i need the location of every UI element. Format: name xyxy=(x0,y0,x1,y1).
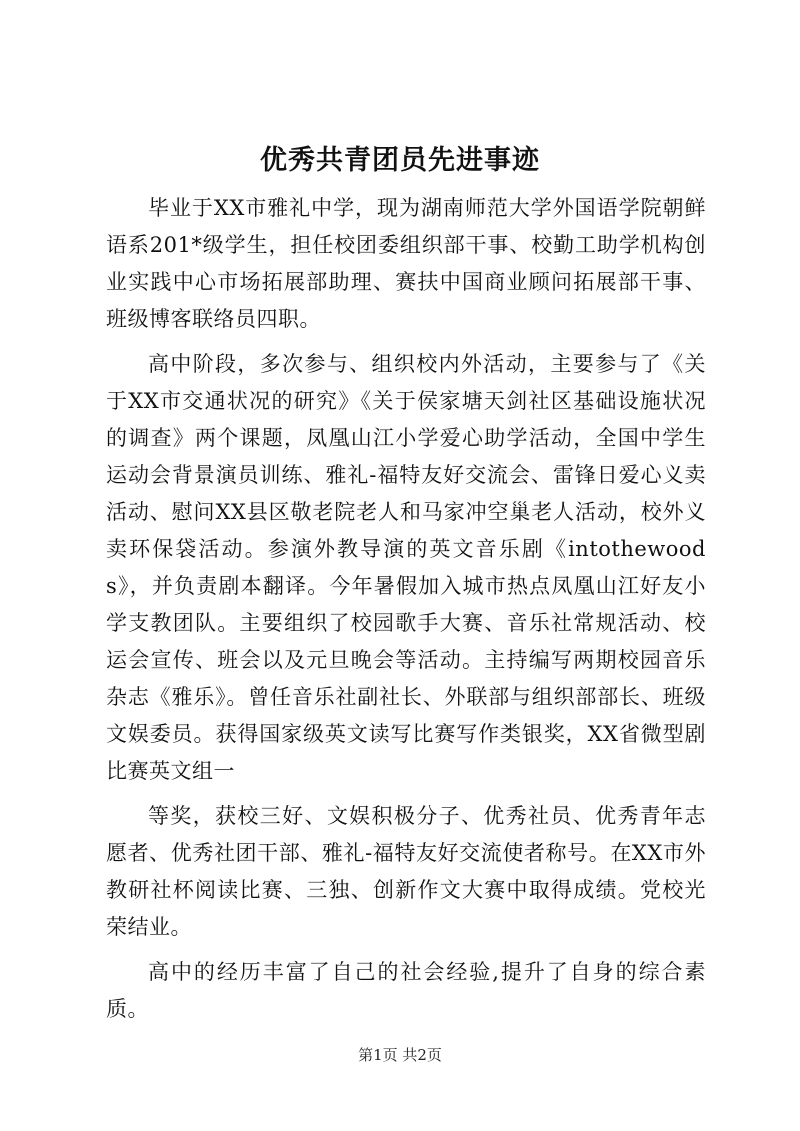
paragraph-2: 高中阶段，多次参与、组织校内外活动，主要参与了《关于XX市交通状况的研究》《关于侯家塘天剑社区基础设施状况的调查》两个课题，凤凰山江小学爱心助学活动，全国中学生运动会背景演员训练、雅礼-福特友好交流会、雷锋日爱心义卖活动、慰问XX县区敬老院老人和马家冲空巢老人活动，校外义卖环保袋活动。参演外教导演的英文音乐剧《intothewoods》，并负责剧本翻译。今年暑假加入城市热点凤凰山江好友小学支教团队。主要组织了校园歌手大赛、音乐社常规活动、校运会宣传、班会以及元旦晚会等活动。主持编写两期校园音乐杂志《雅乐》。曾任音乐社副社长、外联部与组织部部长、班级文娱委员。获得国家级英文读写比赛写作类银奖，XX省微型剧比赛英文组一 xyxy=(106,352,706,783)
document-title: 优秀共青团员先进事迹 xyxy=(260,145,540,176)
paragraph-3: 等奖，获校三好、文娱积极分子、优秀社员、优秀青年志愿者、优秀社团干部、雅礼-福特友好交流使者称号。在XX市外教研社杯阅读比赛、三独、创新作文大赛中取得成绩。党校光荣结业。 xyxy=(106,804,706,939)
paragraph-1: 毕业于XX市雅礼中学，现为湖南师范大学外国语学院朝鲜语系201*级学生，担任校团委组织部干事、校勤工助学机构创业实践中心市场拓展部助理、赛扶中国商业顾问拓展部干事、班级博客联络员四职。 xyxy=(106,196,706,331)
page-footer: 第1页 共2页 xyxy=(358,1046,442,1064)
paragraph-4: 高中的经历丰富了自己的社会经验,提升了自身的综合素质。 xyxy=(106,960,706,1021)
document-body xyxy=(106,190,706,1036)
